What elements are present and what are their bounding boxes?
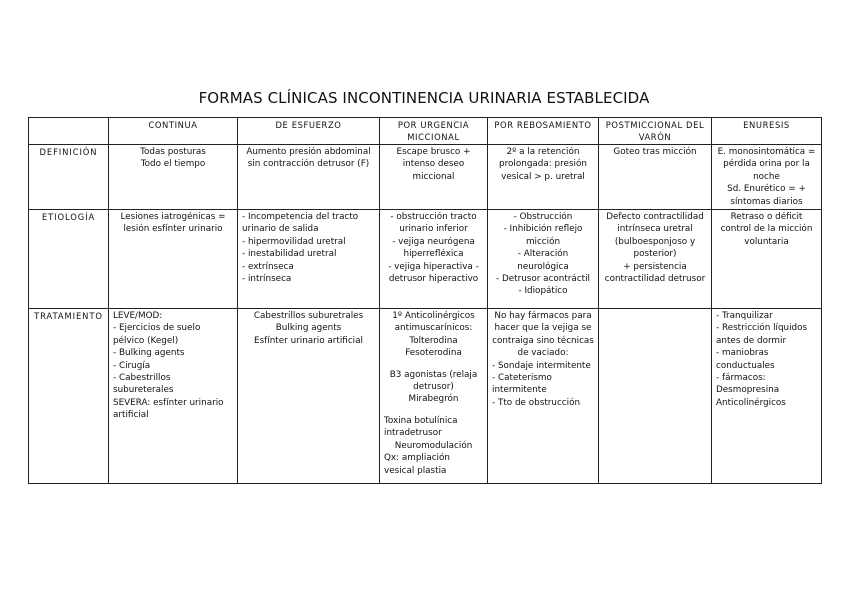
cell-line: - obstrucción tracto urinario inferior [390, 212, 477, 235]
cell-line: 2º a la retención prolongada: presión vesical > p. uretral [499, 147, 587, 182]
cell-tratamiento-enuresis [712, 309, 822, 484]
header-row [29, 118, 822, 145]
cell-etiologia-enuresis [712, 210, 822, 309]
row-label-definicion: DEFINICIÓN [29, 145, 109, 210]
cell-line: - intrínseca [242, 274, 292, 285]
cell-line: - Cateterismo intermitente [492, 373, 552, 396]
document-title: FORMAS CLÍNICAS INCONTINENCIA URINARIA ESTABLECIDA [198, 89, 650, 107]
cell-line: + persistencia contractilidad detrusor [604, 261, 706, 285]
cell-line: - vejiga neurógena hiperrefléxica [392, 236, 475, 260]
cell-line: - Incompetencia del tracto urinario de salida [242, 212, 359, 235]
cell-tratamiento-continua [109, 309, 238, 484]
cell-line: LEVE/MOD: [113, 311, 163, 322]
cell-line: - Tto de obstrucción [492, 397, 581, 408]
cell-tratamiento-urgencia [380, 309, 488, 484]
cell-line: Cabestrillos suburetrales [253, 311, 364, 322]
cell-line: Retraso o déficit control de la micción voluntaria [720, 212, 813, 247]
cell-line: - Ejercicios de suelo pélvico (Kegel) [113, 323, 201, 346]
cell-line: - Cirugía [113, 360, 151, 371]
cell-line: - Sondaje intermitente [492, 360, 591, 371]
row-tratamiento [29, 309, 822, 484]
cell-line: - vejiga hiperactiva - detrusor hiperactivo [388, 261, 479, 285]
cell-line: - hipermovilidad uretral [242, 236, 346, 247]
cell-line: - Alteración neurológica [517, 249, 569, 272]
cell-line: Defecto contractilidad intrínseca uretral (bulboesponjoso y posterior) [606, 212, 704, 260]
cell-line: - inestabilidad uretral [242, 249, 337, 260]
cell-line: - Restricción líquidos antes de dormir [716, 323, 808, 346]
cell-etiologia-postmiccional [599, 210, 712, 309]
cell-line: Todas posturas [140, 147, 206, 157]
cell-line: Qx: ampliación vesical plastia [384, 453, 450, 476]
column-header-enuresis: ENURESIS [712, 118, 822, 145]
cell-tratamiento-rebosamiento [488, 309, 599, 484]
row-label-etiologia: ETIOLOGÍA [29, 210, 109, 309]
cell-definicion-esfuerzo [238, 145, 380, 210]
cell-line: - Detrusor acontráctil [496, 274, 590, 285]
cell-etiologia-rebosamiento [488, 210, 599, 309]
cell-line: Fesoterodina [405, 348, 462, 359]
cell-line: Goteo tras micción [613, 147, 697, 157]
column-header-rebosamiento: POR REBOSAMIENTO [488, 118, 599, 145]
cell-line: Lesiones iatrogénicas = lesión esfínter urinario [120, 212, 226, 235]
cell-tratamiento-esfuerzo [238, 309, 380, 484]
cell-line: Toxina botulínica intradetrusor [384, 415, 458, 439]
cell-etiologia-esfuerzo [238, 210, 380, 309]
cell-line: - Obstrucción [513, 212, 573, 223]
cell-line: Sd. Enurético = + síntomas diarios [727, 184, 806, 207]
row-label-tratamiento: TRATAMIENTO [29, 309, 109, 484]
cell-line: - fármacos: [716, 373, 766, 384]
cell-definicion-postmiccional [599, 145, 712, 210]
cell-line: Aumento presión abdominal sin contracción detrusor (F) [246, 147, 371, 170]
cell-line: Neuromodulación [394, 440, 473, 451]
clinical-forms-table [28, 117, 822, 484]
cell-line: E. monosintomática = pérdida orina por la noche [717, 147, 816, 182]
cell-line: No hay fármacos para hacer que la vejiga se contraiga sino técnicas de vaciado: [492, 311, 594, 359]
cell-etiologia-urgencia [380, 210, 488, 309]
cell-line: SEVERA: esfínter urinario artificial [113, 397, 224, 421]
cell-line: Tolterodina [409, 335, 458, 346]
cell-definicion-rebosamiento [488, 145, 599, 210]
cell-tratamiento-postmiccional [599, 309, 712, 484]
row-etiologia [29, 210, 822, 309]
cell-line: Bulking agents [275, 323, 342, 334]
column-header-urgencia: POR URGENCIA MICCIONAL [380, 118, 488, 145]
cell-line: Esfínter urinario artificial [254, 335, 363, 346]
cell-line: Desmopresina [716, 385, 780, 396]
cell-line: - Bulking agents [113, 348, 185, 359]
cell-definicion-urgencia [380, 145, 488, 210]
corner-cell [29, 118, 109, 145]
column-header-postmiccional: POSTMICCIONAL DEL VARÓN [599, 118, 712, 145]
row-definicion [29, 145, 822, 210]
cell-line: - Tranquilizar [716, 311, 773, 322]
cell-line: - Cabestrillos subureterales [113, 373, 174, 396]
cell-line: Todo el tiempo [140, 159, 206, 170]
line-gap [384, 406, 483, 415]
column-header-esfuerzo: DE ESFUERZO [238, 118, 380, 145]
cell-line: B3 agonistas (relaja detrusor) [389, 369, 478, 393]
cell-definicion-enuresis [712, 145, 822, 210]
cell-line: 1º Anticolinérgicos antimuscarínicos: [392, 311, 475, 334]
line-gap [384, 360, 483, 369]
cell-line: Anticolinérgicos [716, 397, 786, 408]
cell-definicion-continua [109, 145, 238, 210]
cell-line: Mirabegrón [408, 394, 459, 405]
cell-line: - Inhibición reflejo micción [503, 224, 583, 247]
column-header-continua: CONTINUA [109, 118, 238, 145]
cell-line: Escape brusco + intenso deseo miccional [396, 147, 471, 182]
cell-etiologia-continua [109, 210, 238, 309]
cell-line: - Idiopático [518, 286, 568, 297]
cell-line: - extrínseca [242, 261, 294, 272]
cell-line: - maniobras conductuales [716, 348, 775, 371]
